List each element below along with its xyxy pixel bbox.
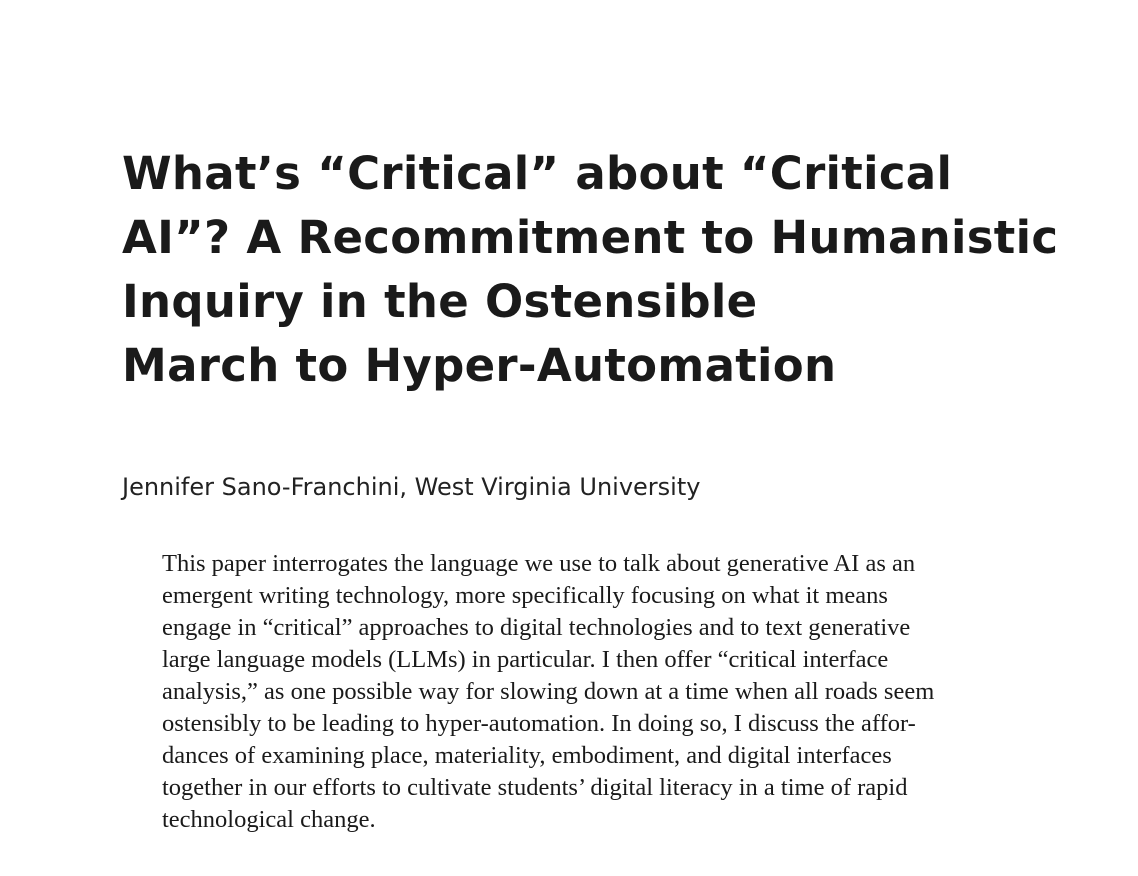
abstract-line: ostensibly to be leading to hyper-automation. In doing so, I discuss the affor-	[162, 710, 916, 737]
paper-title	[122, 142, 1059, 398]
abstract-line: large language models (LLMs) in particular. I then offer “critical interface	[162, 646, 889, 673]
title-line: March to Hyper-Automation	[122, 339, 837, 392]
abstract-line: analysis,” as one possible way for slowing down at a time when all roads seem	[162, 678, 935, 705]
title-line: Inquiry in the Ostensible	[122, 275, 758, 328]
abstract-line: dances of examining place, materiality, embodiment, and digital interfaces	[162, 742, 892, 769]
abstract-line: emergent writing technology, more specifically focusing on what it means	[162, 582, 888, 609]
title-line: AI”? A Recommitment to Humanistic	[122, 211, 1059, 264]
abstract-line: technological change.	[162, 806, 376, 833]
abstract-line: This paper interrogates the language we use to talk about generative AI as an	[162, 550, 916, 577]
abstract-line: together in our efforts to cultivate students’ digital literacy in a time of rapid	[162, 774, 908, 801]
title-line: What’s “Critical” about “Critical	[122, 147, 953, 200]
author-affiliation: Jennifer Sano-Franchini, West Virginia University	[122, 473, 701, 501]
abstract-line: engage in “critical” approaches to digital technologies and to text generative	[162, 614, 911, 641]
abstract	[162, 548, 1002, 836]
